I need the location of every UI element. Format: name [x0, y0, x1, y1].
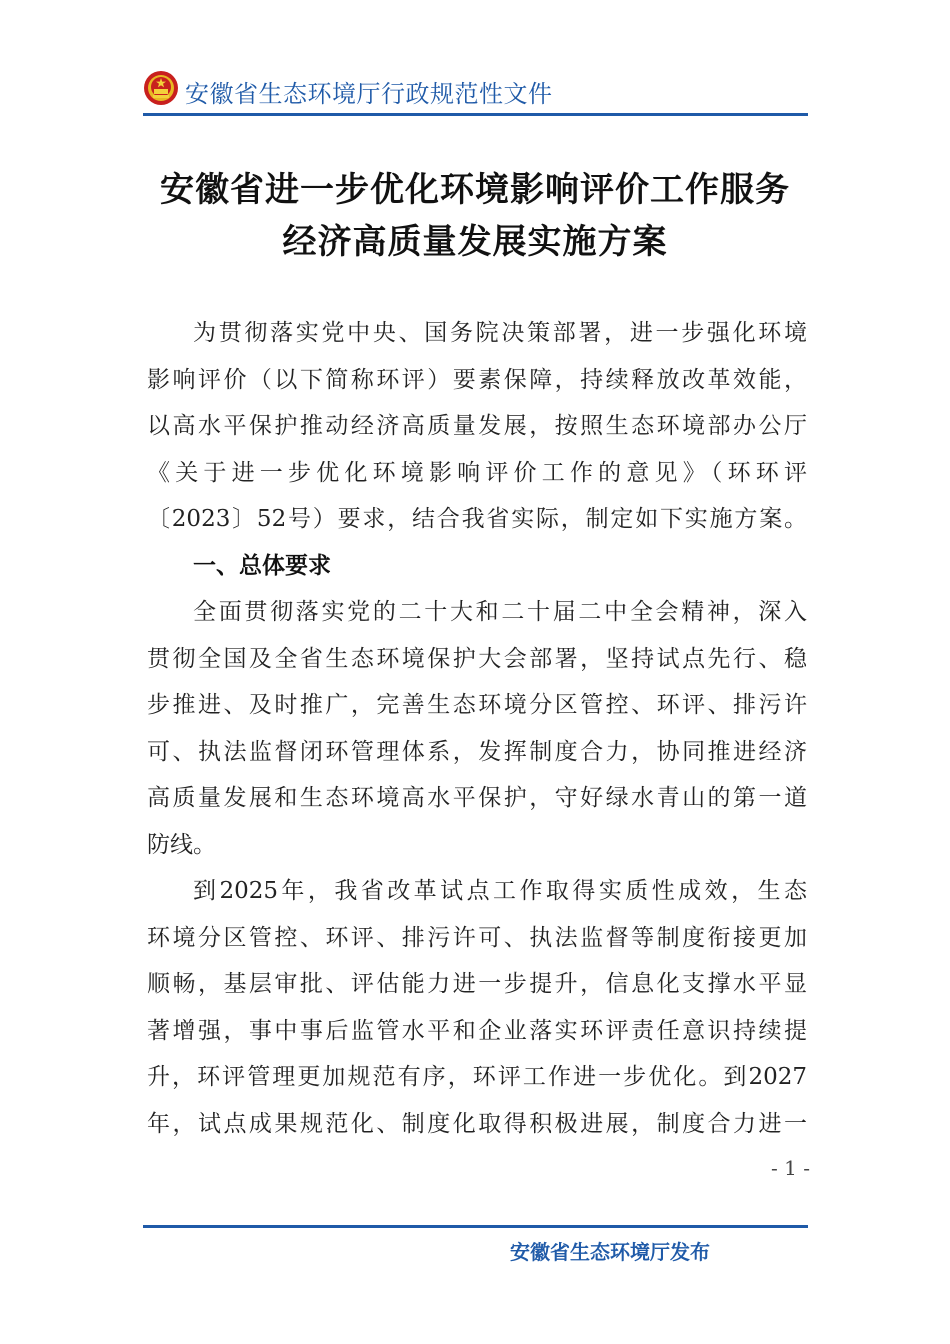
- text-line: 年，试点成果规范化、制度化取得积极进展，制度合力进一: [147, 1110, 807, 1137]
- text-line: 全面贯彻落实党的二十大和二十届二中全会精神，深入: [193, 599, 807, 625]
- paragraph-goals: [147, 868, 807, 1147]
- text-line: 防线。: [147, 831, 216, 858]
- text-line: 步推进、及时推广，完善生态环境分区管控、环评、排污许: [147, 692, 807, 718]
- national-emblem-icon: [143, 70, 179, 106]
- page-number: - 1 -: [771, 1156, 810, 1180]
- text-line: 《关于进一步优化环境影响评价工作的意见》（环环评: [147, 459, 807, 486]
- text-line: 著增强，事中事后监管水平和企业落实环评责任意识持续提: [147, 1017, 807, 1044]
- text-line: 以高水平保护推动经济高质量发展，按照生态环境部办公厅: [147, 413, 807, 439]
- header-title: 安徽省生态环境厅行政规范性文件: [185, 80, 553, 108]
- text-line: 顺畅，基层审批、评估能力进一步提升，信息化支撑水平显: [147, 971, 807, 997]
- title-line: 安徽省进一步优化环境影响评价工作服务: [160, 170, 790, 210]
- section-heading: 一、总体要求: [193, 552, 331, 579]
- document-title: [100, 164, 850, 268]
- document-header: [143, 66, 808, 116]
- text-line: 影响评价（以下简称环评）要素保障，持续释放改革效能，: [147, 366, 807, 393]
- text-line: 升，环评管理更加规范有序，环评工作进一步优化。到2027: [147, 1064, 807, 1090]
- text-line: 为贯彻落实党中央、国务院决策部署，进一步强化环境: [193, 320, 807, 346]
- header-divider: [143, 113, 808, 116]
- paragraph-general-requirements: [147, 589, 807, 868]
- title-line: 经济高质量发展实施方案: [282, 222, 668, 262]
- text-line: 到2025年，我省改革试点工作取得实质性成效，生态: [193, 878, 807, 904]
- footer-divider: [143, 1225, 808, 1228]
- footer-publisher: 安徽省生态环境厅发布: [510, 1240, 710, 1264]
- text-line: 贯彻全国及全省生态环境保护大会部署，坚持试点先行、稳: [147, 645, 807, 672]
- text-line: 〔2023〕52号）要求，结合我省实际，制定如下实施方案。: [147, 506, 807, 532]
- text-line: 可、执法监督闭环管理体系，发挥制度合力，协同推进经济: [147, 738, 807, 765]
- paragraph-intro: [147, 310, 807, 543]
- text-line: 高质量发展和生态环境高水平保护，守好绿水青山的第一道: [147, 785, 807, 811]
- text-line: 环境分区管控、环评、排污许可、执法监督等制度衔接更加: [147, 924, 807, 951]
- document-body: [147, 310, 807, 1147]
